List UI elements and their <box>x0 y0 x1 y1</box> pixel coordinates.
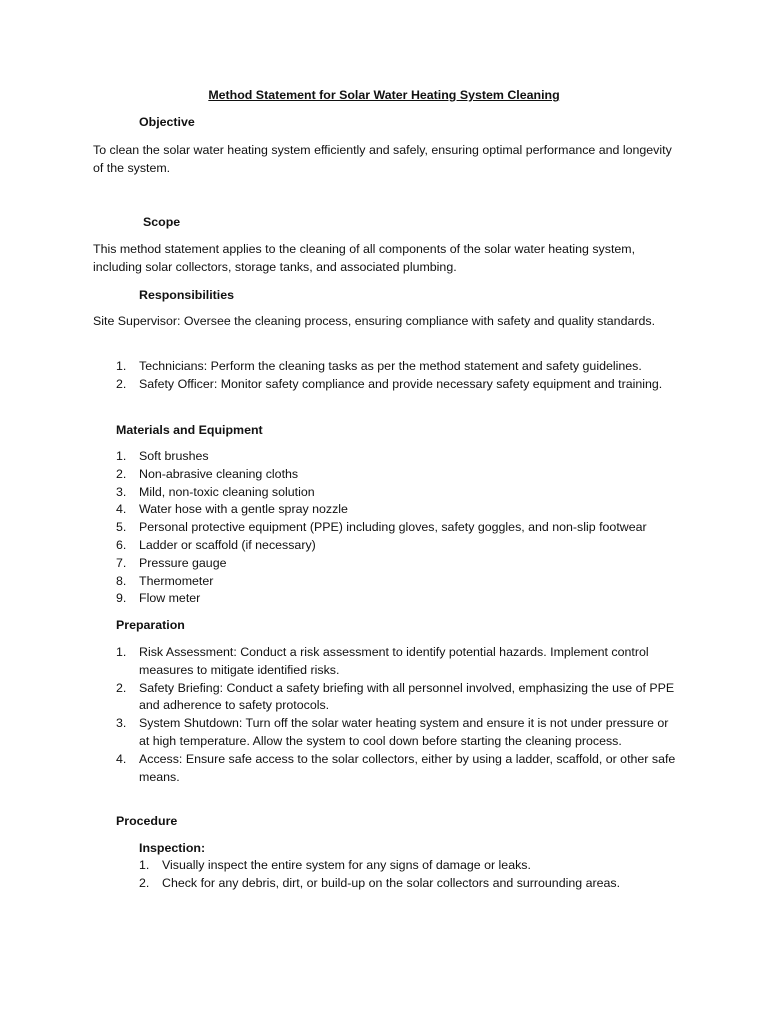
objective-heading: Objective <box>139 115 195 129</box>
inspection-list <box>139 857 659 893</box>
list-item: 8. Thermometer <box>116 573 214 588</box>
responsibilities-list <box>116 358 682 394</box>
list-item: 9. Flow meter <box>116 591 201 606</box>
objective-text: To clean the solar water heating system efficiently and safely, ensuring optimal performance and longevity of the system. <box>93 143 672 175</box>
list-item: 3. Mild, non-toxic cleaning solution <box>116 484 315 499</box>
materials-list <box>116 448 682 608</box>
scope-heading: Scope <box>143 215 181 229</box>
list-item: 4. Access: Ensure safe access to the solar collectors, either by using a ladder, scaffold, or other safe means. <box>116 751 676 784</box>
list-item: 1. Visually inspect the entire system for any signs of damage or leaks. <box>139 858 531 872</box>
procedure-heading: Procedure <box>116 814 178 828</box>
list-item: 3. System Shutdown: Turn off the solar water heating system and ensure it is not under pressure or at high temperature. Allow the system to cool down before starting the cleaning process. <box>116 716 669 748</box>
list-item: 2. Safety Officer: Monitor safety compliance and provide necessary safety equipment and training. <box>116 376 663 391</box>
preparation-list <box>116 644 682 786</box>
list-item: 2. Safety Briefing: Conduct a safety briefing with all personnel involved, emphasizing the use of PPE and adherence to safety protocols. <box>116 680 675 713</box>
list-item: 6. Ladder or scaffold (if necessary) <box>116 537 316 552</box>
list-item: 2. Check for any debris, dirt, or build-up on the solar collectors and surrounding areas. <box>139 875 621 890</box>
inspection-heading: Inspection: <box>139 841 206 855</box>
list-item: 7. Pressure gauge <box>116 555 227 570</box>
responsibilities-text: Site Supervisor: Oversee the cleaning process, ensuring compliance with safety and quality standards. <box>93 314 656 328</box>
list-item: 4. Water hose with a gentle spray nozzle <box>116 502 348 517</box>
scope-text: This method statement applies to the cleaning of all components of the solar water heating system, including solar collectors, storage tanks, and associated plumbing. <box>93 242 636 274</box>
materials-heading: Materials and Equipment <box>116 423 263 437</box>
preparation-heading: Preparation <box>116 618 185 632</box>
list-item: 5. Personal protective equipment (PPE) including gloves, safety goggles, and non-slip footwear <box>116 520 647 535</box>
list-item: 1. Soft brushes <box>116 449 209 463</box>
list-item: 1. Technicians: Perform the cleaning tasks as per the method statement and safety guidelines. <box>116 359 642 373</box>
responsibilities-heading: Responsibilities <box>139 288 235 302</box>
document-title: Method Statement for Solar Water Heating System Cleaning <box>208 88 560 102</box>
list-item: 2. Non-abrasive cleaning cloths <box>116 466 299 481</box>
list-item: 1. Risk Assessment: Conduct a risk assessment to identify potential hazards. Implement control measures to mitigate identified risks. <box>116 645 649 677</box>
